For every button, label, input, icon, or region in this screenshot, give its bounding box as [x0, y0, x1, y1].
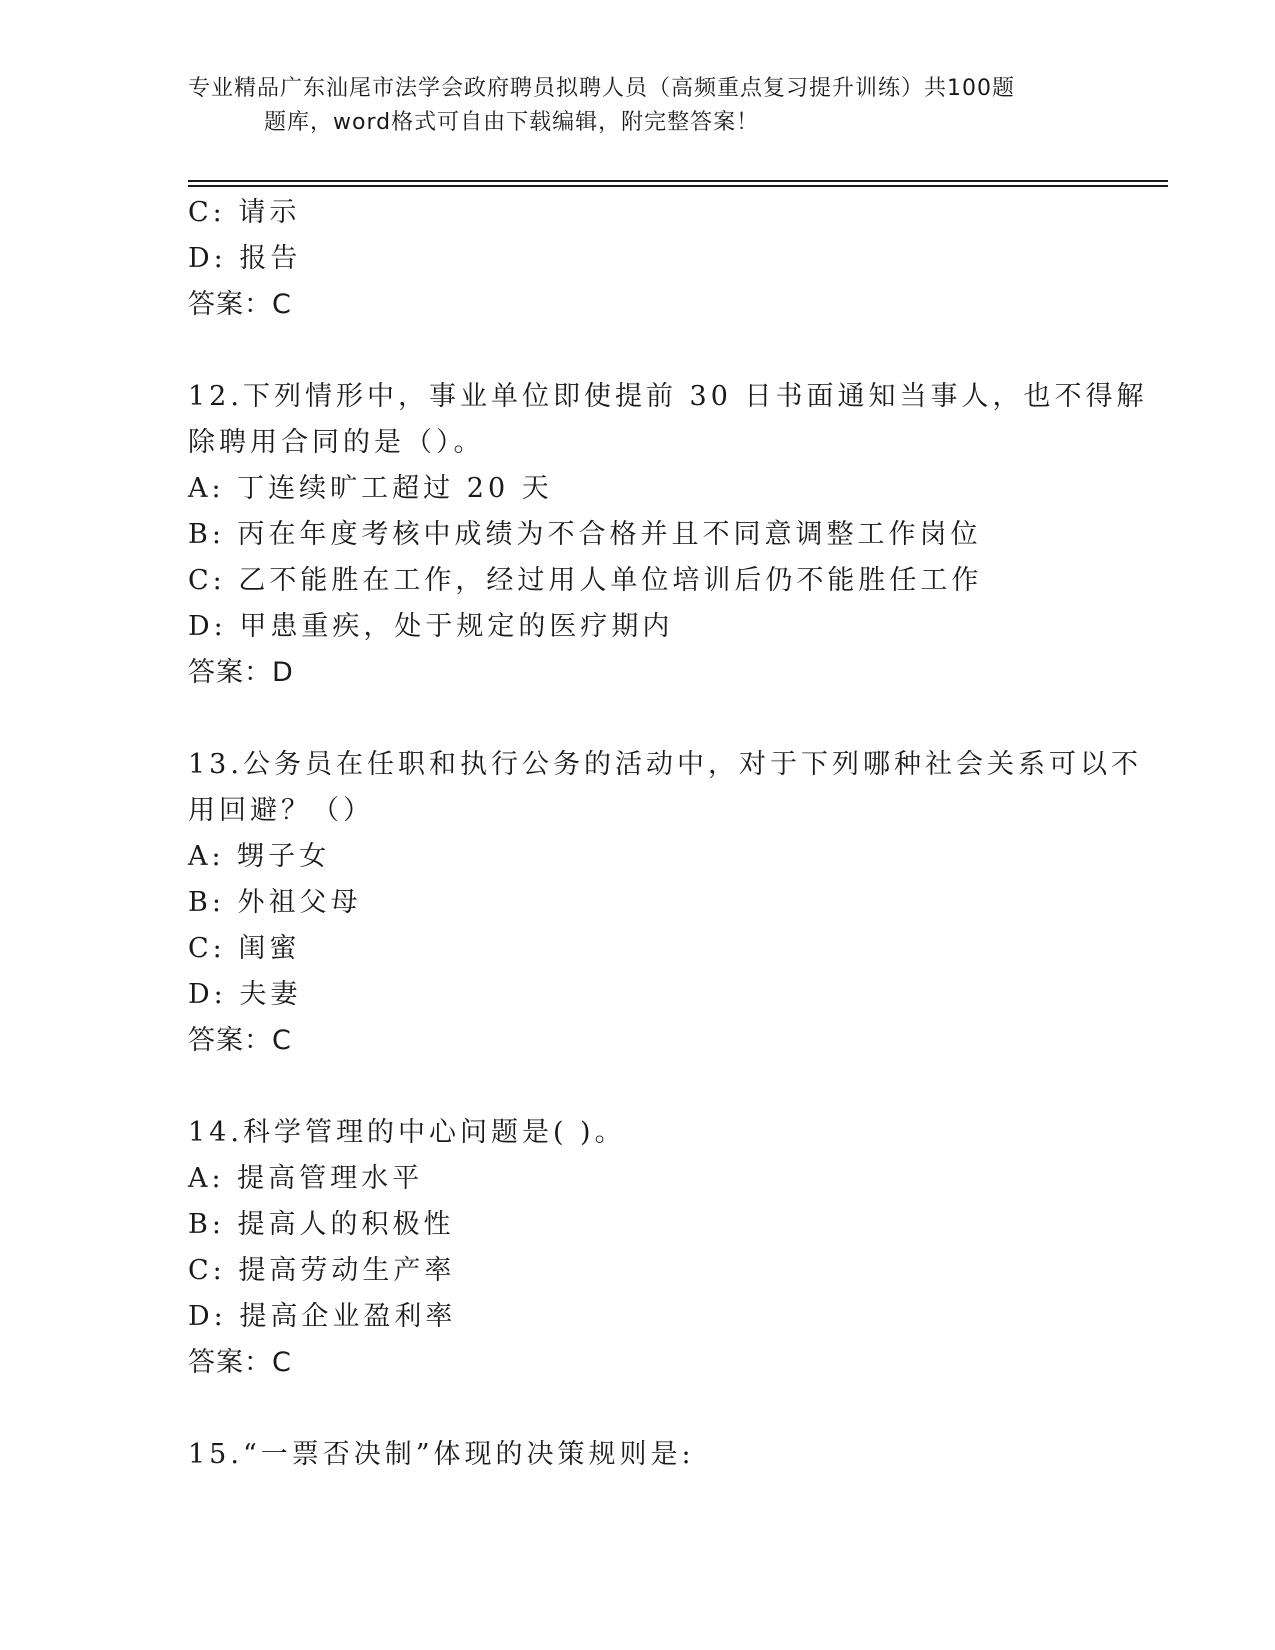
spacer [188, 1386, 1088, 1432]
option-c: C: 提高劳动生产率 [188, 1255, 456, 1286]
question-15 [188, 1432, 1088, 1478]
option-d: D: 报告 [188, 243, 302, 274]
option-a: A: 甥子女 [188, 841, 331, 872]
answer: 答案：C [188, 1025, 292, 1056]
header-rule-top [188, 180, 1168, 182]
option-d: D: 提高企业盈利率 [188, 1301, 457, 1332]
question-stem: 15.“一票否决制”体现的决策规则是: [188, 1439, 695, 1470]
option-a: A: 提高管理水平 [188, 1163, 424, 1194]
spacer [188, 328, 1088, 374]
question-14 [188, 1110, 1088, 1386]
question-stem: 用回避？（） [188, 795, 374, 826]
option-d: D: 夫妻 [188, 979, 302, 1010]
option-c: C: 请示 [188, 197, 301, 228]
answer: 答案：C [188, 289, 292, 320]
option-d: D: 甲患重疾，处于规定的医疗期内 [188, 611, 674, 642]
spacer [188, 696, 1088, 742]
question-12 [188, 374, 1148, 696]
page-header [188, 72, 1088, 140]
question-stem: 14.科学管理的中心问题是( )。 [188, 1117, 626, 1148]
option-c: C: 乙不能胜在工作，经过用人单位培训后仍不能胜任工作 [188, 565, 983, 596]
option-b: B: 丙在年度考核中成绩为不合格并且不同意调整工作岗位 [188, 519, 982, 550]
spacer [188, 1064, 1088, 1110]
option-c: C: 闺蜜 [188, 933, 301, 964]
option-b: B: 提高人的积极性 [188, 1209, 455, 1240]
question-stem: 除聘用合同的是（）。 [188, 427, 485, 458]
answer: 答案：C [188, 1347, 292, 1378]
option-b: B: 外祖父母 [188, 887, 362, 918]
header-rule-bottom [188, 185, 1168, 187]
question-11-tail [188, 190, 1088, 328]
answer: 答案：D [188, 657, 294, 688]
header-line-1: 专业精品广东汕尾市法学会政府聘员拟聘人员（高频重点复习提升训练）共100题 [188, 76, 1015, 101]
option-a: A: 丁连续旷工超过 20 天 [188, 473, 553, 504]
document-body [188, 190, 1148, 1478]
question-stem: 13.公务员在任职和执行公务的活动中，对于下列哪种社会关系可以不 [188, 749, 1142, 780]
header-line-2: 题库，word格式可自由下载编辑，附完整答案！ [264, 110, 760, 135]
question-stem: 12.下列情形中，事业单位即使提前 30 日书面通知当事人，也不得解 [188, 381, 1148, 412]
question-13 [188, 742, 1142, 1064]
